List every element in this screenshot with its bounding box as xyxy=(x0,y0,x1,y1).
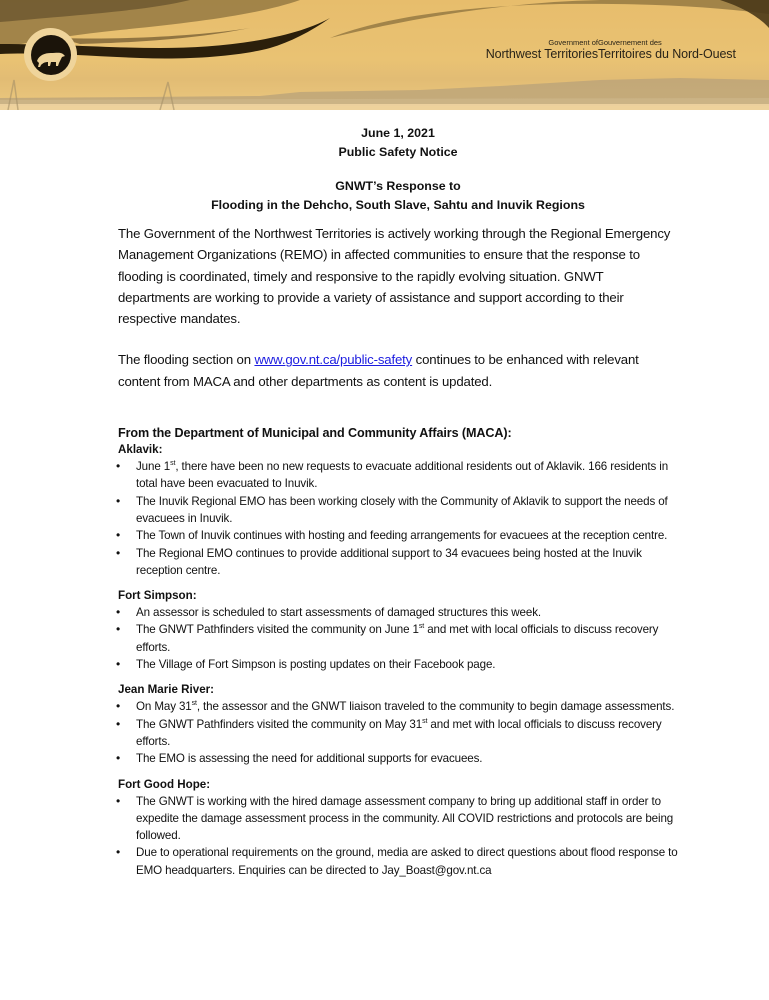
bullet-item xyxy=(118,621,678,656)
bullet-icon: • xyxy=(116,699,121,714)
bullet-text: The GNWT Pathfinders visited the community on May 31 xyxy=(136,717,423,731)
bullet-text: The GNWT Pathfinders visited the community on June 1 xyxy=(136,623,419,637)
header-banner xyxy=(0,0,769,110)
community-heading: Aklavik: xyxy=(118,443,163,457)
document-body xyxy=(118,124,678,879)
bullet-item xyxy=(118,458,678,493)
ordinal-suffix: st xyxy=(170,460,176,468)
bullet-item xyxy=(118,545,678,580)
bullet-text: The EMO is assessing the need for additional supports for evacuees. xyxy=(136,752,483,766)
bullet-text: The Village of Fort Simpson is posting updates on their Facebook page. xyxy=(136,658,496,672)
bullet-item xyxy=(118,656,678,673)
bullet-text-continued: , there have been no new requests to evacuate additional residents out of Aklavik. 166 residents in total have been evacuated to Inuvik. xyxy=(136,460,669,491)
bullet-text: The Regional EMO continues to provide additional support to 34 evacuees being hosted at the Inuvik reception centre. xyxy=(136,546,642,577)
wordmark-french xyxy=(598,38,736,62)
bullet-text-continued: , the assessor and the GNWT liaison traveled to the community to begin damage assessments. xyxy=(196,700,675,714)
gov-en-small: Government of xyxy=(548,38,598,47)
bullet-text: On May 31 xyxy=(136,700,192,714)
bullet-item xyxy=(118,750,678,767)
community-bullet-list xyxy=(118,604,678,673)
bullet-text: Due to operational requirements on the ground, media are asked to direct questions about flood response to EMO headquarters. Enquiries can be directed to Jay_Boast@gov.nt.ca xyxy=(136,846,678,877)
bullet-item xyxy=(118,844,678,879)
notice-title-line-2: Flooding in the Dehcho, South Slave, Sahtu and Inuvik Regions xyxy=(211,198,585,212)
bullet-item xyxy=(118,716,678,751)
bullet-item xyxy=(118,527,678,544)
community-heading: Jean Marie River: xyxy=(118,683,215,697)
ordinal-suffix: st xyxy=(191,700,197,708)
bullet-icon: • xyxy=(116,545,121,560)
bullet-icon: • xyxy=(116,657,121,672)
bullet-text: The GNWT is working with the hired damage assessment company to bring up additional staff in order to expedite the damage assessment process in the community. All COVID restrictions and protocols are being followed. xyxy=(136,794,674,843)
community-section xyxy=(118,682,678,767)
notice-type: Public Safety Notice xyxy=(338,145,458,159)
ordinal-suffix: st xyxy=(418,623,425,631)
bullet-item xyxy=(118,698,678,715)
community-bullet-list xyxy=(118,793,678,879)
department-heading: From the Department of Municipal and Community Affairs (MACA): xyxy=(118,426,512,441)
bullet-text-continued: and met with local officials to discuss recovery efforts. xyxy=(136,623,659,654)
bullet-icon: • xyxy=(116,793,121,808)
gov-en-big: Northwest Territories xyxy=(485,47,598,61)
bullet-icon: • xyxy=(116,751,121,766)
community-section xyxy=(118,777,678,879)
community-sections xyxy=(118,442,678,879)
community-heading: Fort Simpson: xyxy=(118,589,197,603)
polar-bear-logo-icon xyxy=(31,35,71,75)
intro-paragraph: The Government of the Northwest Territories is actively working through the Regional Emergency Management Organizations (REMO) in affected communities to ensure that the response to flooding is coordinated, timely and responsive to the rapidly evolving situation. GNWT departments are working to provide a variety of assistance and support according to their respective mandates. xyxy=(118,226,671,327)
gnwt-logo xyxy=(24,28,77,81)
website-paragraph xyxy=(118,349,678,392)
bullet-item xyxy=(118,493,678,528)
gov-fr-small: Gouvernement des xyxy=(598,38,662,47)
bullet-text: The Town of Inuvik continues with hosting and feeding arrangements for evacuees at the reception centre. xyxy=(136,529,668,543)
bullet-item xyxy=(118,604,678,621)
bullet-text-continued: and met with local officials to discuss recovery efforts. xyxy=(136,717,662,748)
bullet-text: June 1 xyxy=(136,460,171,474)
bullet-icon: • xyxy=(116,845,121,860)
bullet-item xyxy=(118,793,678,845)
bullet-icon: • xyxy=(116,459,121,474)
community-section xyxy=(118,588,678,673)
website-text-after: continues to be enhanced with relevant content from MACA and other departments as content is updated. xyxy=(118,352,639,389)
community-section xyxy=(118,442,678,579)
bullet-icon: • xyxy=(116,716,121,731)
gov-fr-big: Territoires du Nord-Ouest xyxy=(598,47,736,61)
notice-title-line-1: GNWT’s Response to xyxy=(335,179,461,193)
ordinal-suffix: st xyxy=(422,717,428,725)
wordmark-english xyxy=(486,38,598,62)
bullet-icon: • xyxy=(116,493,121,508)
community-heading: Fort Good Hope: xyxy=(118,777,211,791)
community-bullet-list xyxy=(118,458,678,579)
bullet-text: The Inuvik Regional EMO has been working closely with the Community of Aklavik to support the needs of evacuees in Inuvik. xyxy=(136,494,668,525)
bullet-text: An assessor is scheduled to start assessments of damaged structures this week. xyxy=(136,606,541,620)
bullet-icon: • xyxy=(116,605,121,620)
notice-date: June 1, 2021 xyxy=(361,126,435,140)
website-text-before: The flooding section on xyxy=(118,352,255,368)
community-bullet-list xyxy=(118,698,678,767)
public-safety-link[interactable]: www.gov.nt.ca/public-safety xyxy=(254,352,413,368)
bullet-icon: • xyxy=(116,622,121,637)
bullet-icon: • xyxy=(116,528,121,543)
